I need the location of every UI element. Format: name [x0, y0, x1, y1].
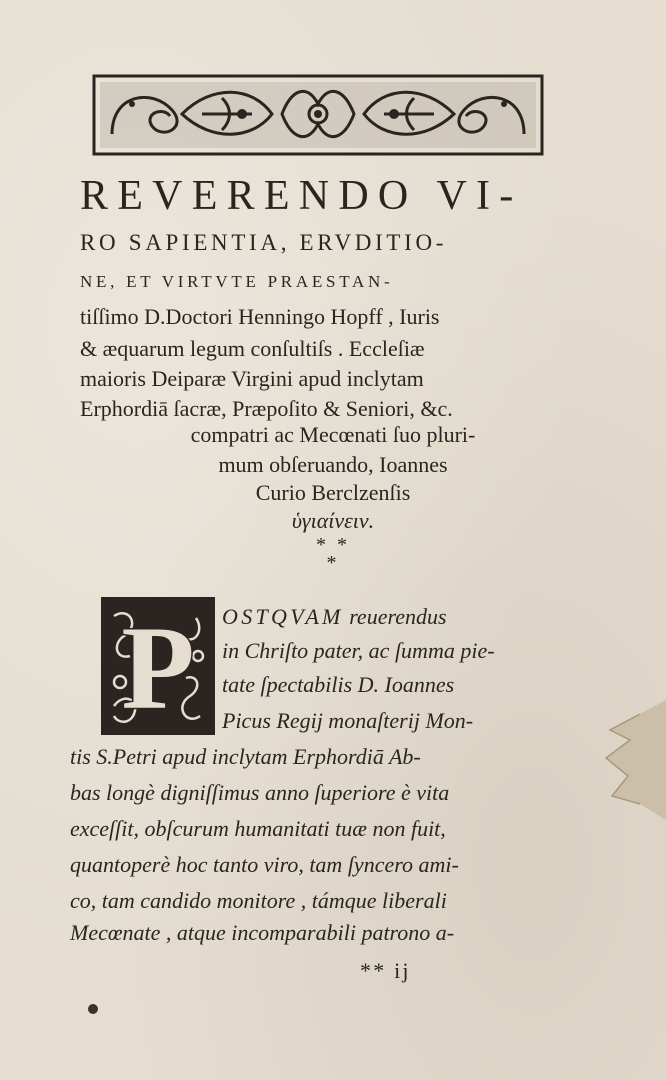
dedication-line-4: Erphordiā ſacræ, Præpoſito & Seniori, &c.	[80, 396, 453, 421]
body-line-9: co, tam candido monitore , támque liberali	[70, 888, 447, 913]
signature-mark: ** ij	[360, 958, 411, 983]
dedication-line-7: Curio Berclzenſis	[255, 480, 411, 505]
body-line-8: quantoperè hoc tanto viro, tam ſyncero ami-	[70, 852, 459, 877]
body-line-10: Mecœnate , atque incomparabili patrono a-	[70, 920, 455, 945]
drop-cap-ornament	[100, 596, 216, 736]
ink-spot	[88, 1004, 98, 1014]
body-line-4: Picus Regij monaſterij Mon-	[222, 708, 474, 733]
title-line-1: REVERENDO VI-	[80, 173, 523, 219]
separator-stars: * * *	[316, 534, 350, 574]
dedication-line-6: mum obſeruando, Ioannes	[218, 452, 448, 477]
headpiece-ornament	[92, 74, 544, 156]
body-line-1-rest: reuerendus	[349, 604, 447, 629]
paper-tear	[600, 700, 666, 820]
title-line-3: NE, ET VIRTVTE PRAESTAN-	[80, 272, 394, 291]
body-line-7: exceſſit, obſcurum humanitati tuæ non fuit,	[70, 816, 446, 841]
body-line-3: tate ſpectabilis D. Ioannes	[222, 672, 455, 697]
greeting: ὑγιαίνειν.	[291, 508, 375, 533]
dedication-line-1: tiſſimo D.Doctori Henningo Hopff , Iuris	[80, 304, 440, 329]
title-line-2: RO SAPIENTIA, ERVDITIO-	[80, 230, 448, 255]
dedication-line-5: compatri ac Mecœnati ſuo pluri-	[190, 422, 476, 447]
dedication-line-3: maioris Deiparæ Virgini apud inclytam	[80, 366, 424, 391]
drop-cap-letter: P	[121, 601, 195, 734]
opening-small-caps: OSTQVAM	[222, 604, 344, 629]
body-line-1	[222, 604, 447, 630]
dedication-line-2: & æquarum legum conſultiſs . Eccleſiæ	[80, 336, 425, 361]
body-line-2: in Chriſto pater, ac ſumma pie-	[222, 638, 495, 663]
body-line-6: bas longè digniſſimus anno ſuperiore è vita	[70, 780, 450, 805]
body-line-5: tis S.Petri apud inclytam Erphordiā Ab-	[70, 744, 421, 769]
